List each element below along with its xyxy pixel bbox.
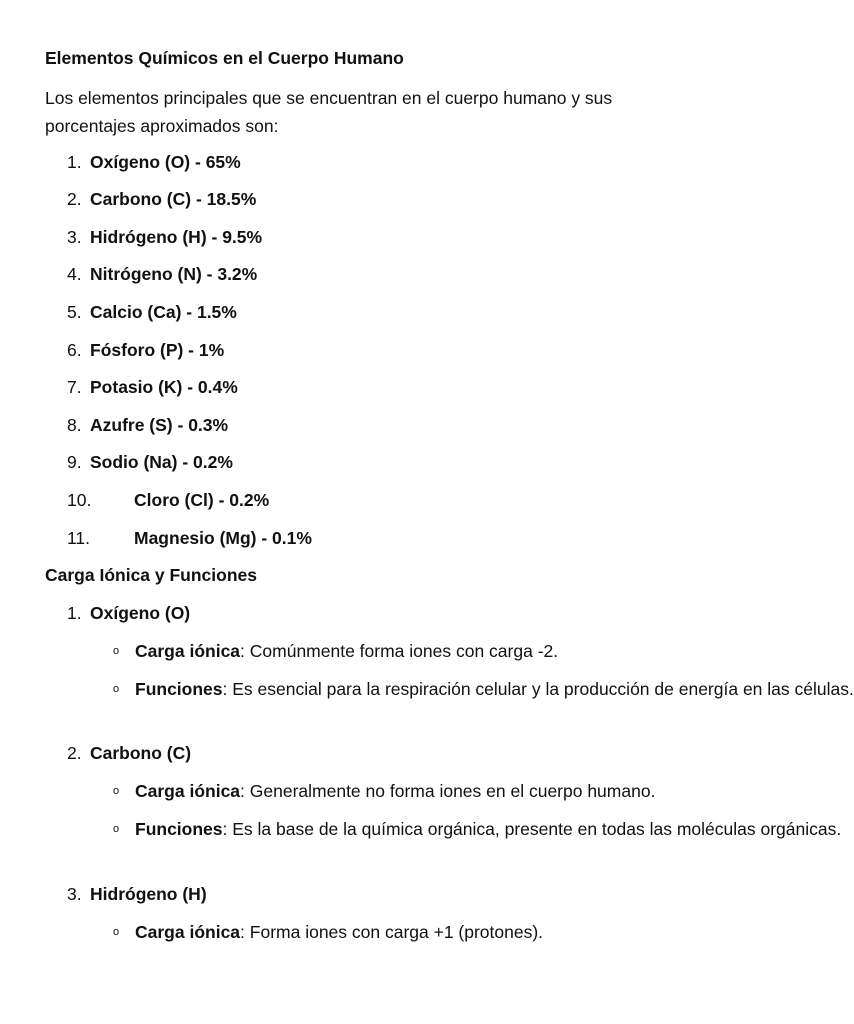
sub-list-item	[45, 779, 725, 803]
list-item-text: Hidrógeno (H) - 9.5%	[90, 227, 263, 247]
sub-item-desc: : Generalmente no forma iones en el cuerpo humano.	[240, 781, 656, 801]
sub-list-item	[45, 639, 725, 663]
bullet-icon: o	[113, 683, 120, 695]
list-number: 1.	[67, 152, 82, 172]
list-number: 6.	[67, 340, 82, 360]
sub-item-text	[135, 815, 842, 843]
document-title: Elementos Químicos en el Cuerpo Humano	[45, 48, 404, 68]
list-number: 8.	[67, 415, 82, 435]
list-item-text: Nitrógeno (N) - 3.2%	[90, 264, 258, 284]
sub-item-label: Carga iónica	[135, 641, 241, 661]
list-number: 7.	[67, 377, 82, 397]
sub-item-label: Carga iónica	[135, 922, 241, 942]
list-item-text: Calcio (Ca) - 1.5%	[90, 302, 237, 322]
list-number: 4.	[67, 264, 82, 284]
list-number: 10.	[67, 490, 92, 510]
sub-item-text	[135, 777, 715, 805]
list-number: 9.	[67, 452, 82, 472]
sub-item-desc: : Forma iones con carga +1 (protones).	[240, 922, 544, 942]
sub-item-label: Funciones	[135, 679, 223, 699]
element-name: Carbono (C)	[90, 743, 192, 763]
list-item-text: Carbono (C) - 18.5%	[90, 189, 257, 209]
element-name: Oxígeno (O)	[90, 603, 191, 623]
list-item-text: Oxígeno (O) - 65%	[90, 152, 241, 172]
sub-item-text	[135, 637, 715, 665]
list-item-text: Sodio (Na) - 0.2%	[90, 452, 233, 472]
bullet-icon: o	[113, 926, 120, 938]
list-number: 2.	[67, 189, 82, 209]
list-number: 3.	[67, 884, 82, 904]
sub-item-label: Carga iónica	[135, 781, 241, 801]
element-name: Hidrógeno (H)	[90, 884, 207, 904]
list-number: 1.	[67, 603, 82, 623]
sub-item-desc: : Comúnmente forma iones con carga -2.	[240, 641, 559, 661]
list-item-text: Cloro (Cl) - 0.2%	[134, 490, 270, 510]
sub-item-label: Funciones	[135, 819, 223, 839]
sub-item-desc: : Es la base de la química orgánica, presente en todas las moléculas orgánicas.	[222, 819, 842, 839]
intro-paragraph: Los elementos principales que se encuentran en el cuerpo humano y sus porcentajes aproximados son:	[45, 88, 613, 136]
sub-list-item	[45, 817, 842, 841]
list-item-text: Fósforo (P) - 1%	[90, 340, 225, 360]
sub-list-item	[45, 920, 725, 944]
bullet-icon: o	[113, 645, 120, 657]
list-number: 2.	[67, 743, 82, 763]
list-item-text: Azufre (S) - 0.3%	[90, 415, 229, 435]
sub-item-text	[135, 675, 854, 703]
sub-item-text	[135, 918, 715, 946]
sub-item-desc: : Es esencial para la respiración celular y la producción de energía en las células.	[222, 679, 854, 699]
sub-list-item	[45, 677, 854, 701]
list-item-text: Potasio (K) - 0.4%	[90, 377, 238, 397]
list-number: 3.	[67, 227, 82, 247]
list-item-text: Magnesio (Mg) - 0.1%	[134, 528, 312, 548]
bullet-icon: o	[113, 785, 120, 797]
list-number: 5.	[67, 302, 82, 322]
list-number: 11.	[67, 528, 91, 548]
bullet-icon: o	[113, 823, 120, 835]
section-title: Carga Iónica y Funciones	[45, 565, 257, 585]
